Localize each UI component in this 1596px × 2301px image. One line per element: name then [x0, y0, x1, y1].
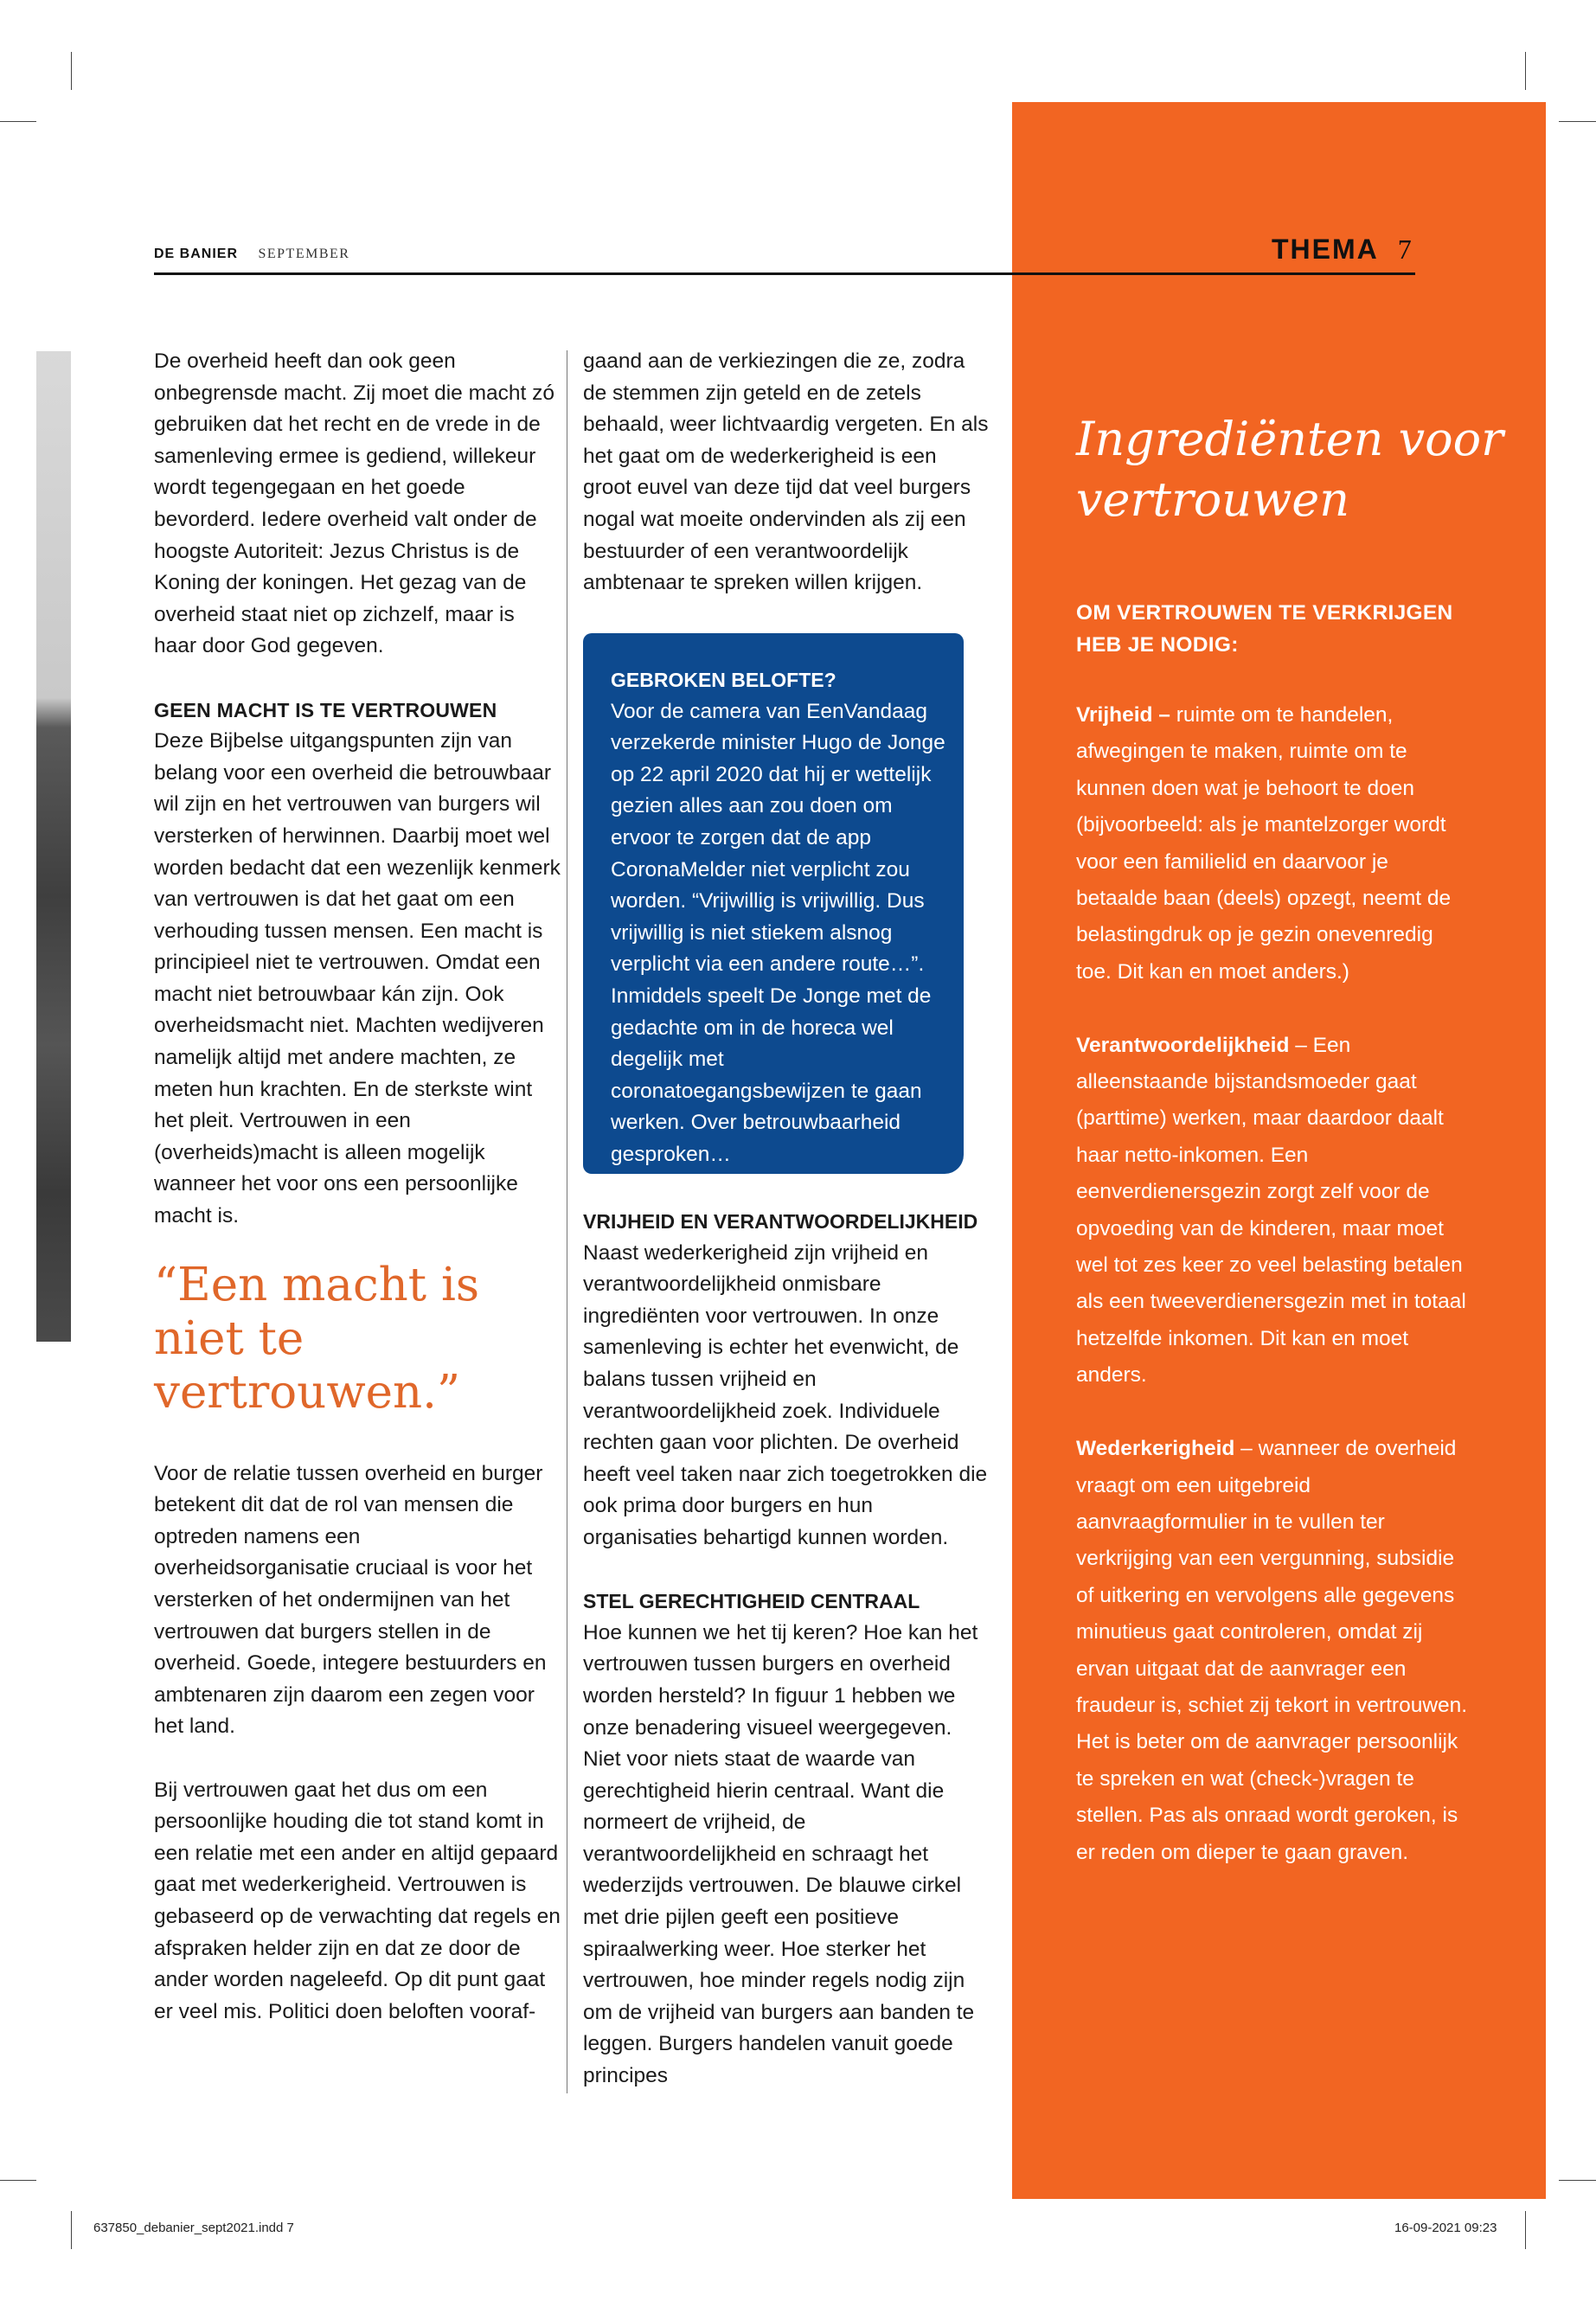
sidebar-item: Wederkerigheid – wanneer de overheid vraagt om een uitgebreid aanvraagformulier in te vullen ter verkrijging van een vergunning, subsidie of uitkering en vervolgens alle gegevens minutieus gaat controleren, omdat zij ervan uitgaat dat de aanvrager een fraudeur is, schiet zij tekort in vertrouwen. Het is beter om de aanvrager persoonlijk te spreken en wat (check-)vragen te stellen. Pas als onraad wordt geroken, is er reden om dieper te gaan graven. — [1076, 1437, 1468, 1864]
sidebar-items — [1076, 697, 1474, 1907]
sidebar-item: Verantwoordelijkheid – Een alleenstaande bijstandsmoeder gaat (parttime) werken, maar daardoor daalt haar netto-inkomen. Een eenverdienersgezin zorgt zelf voor de opvoeding van de kinderen, maar moet wel tot zes keer zo veel belasting betalen als een tweeverdienersgezin met in totaal hetzelfde inkomen. Dit kan en moet anders. — [1076, 1033, 1466, 1388]
article-column-2 — [583, 346, 990, 599]
print-timestamp: 16-09-2021 09:23 — [1394, 2221, 1497, 2235]
header-rule — [154, 272, 1415, 275]
info-box-heading: GEBROKEN BELOFTE? — [611, 669, 836, 691]
section-header — [1272, 234, 1413, 266]
photo-edge — [36, 351, 71, 1342]
crop-mark — [1559, 121, 1596, 122]
paragraph: Hoe kunnen we het tij keren? Hoe kan het vertrouwen tussen burgers en overheid worden hersteld? In figuur 1 hebben we onze benadering visueel weergegeven. Niet voor niets staat de waarde van gerechtigheid hierin centraal. Want die normeert de vrijheid, de verantwoordelijkheid en schraagt het wederzijds vertrouwen. De blauwe cirkel met drie pijlen geeft een positieve spiraalwerking weer. Hoe sterker het vertrouwen, hoe minder regels nodig zijn om de vrijheid van burgers aan banden te leggen. Burgers handelen vanuit goede principes — [583, 1620, 978, 2088]
sidebar-title: Ingrediënten voor vertrouwen — [1076, 412, 1503, 527]
crop-mark — [0, 2180, 36, 2181]
page-number: 7 — [1397, 234, 1413, 265]
paragraph: Bij vertrouwen gaat het dus om een persoonlijke houding die tot stand komt in een relatie met een ander en altijd gepaard gaat met wederkerigheid. Vertrouwen is gebaseerd op de verwachting dat regels en afspraken helder zijn en dat ze door de ander worden nageleefd. Op dit punt gaat er veel mis. Politici doen beloften vooraf- — [154, 1778, 561, 2023]
crop-mark — [1525, 52, 1526, 90]
file-slug: 637850_debanier_sept2021.indd 7 — [93, 2221, 294, 2235]
subheading: VRIJHEID EN VERANTWOORDELIJKHEID — [583, 1210, 978, 1233]
crop-mark — [71, 2211, 72, 2249]
section-name: THEMA — [1272, 234, 1379, 265]
paragraph: Voor de relatie tussen overheid en burger betekent dit dat de rol van mensen die optreden namens een overheidsorganisatie cruciaal is voor het versterken of het ondermijnen van het vertrouwen dat burgers stellen in de overheid. Goede, integere bestuurders en ambtenaren zijn daarom een zegen voor het land. — [154, 1461, 547, 1739]
issue-month: SEPTEMBER — [258, 247, 350, 261]
article-column-1 — [154, 346, 561, 2028]
paragraph: De overheid heeft dan ook geen onbegrensde macht. Zij moet die macht zó gebruiken dat het recht en de vrede in de samenleving ermee is gediend, willekeur wordt tegengegaan en het goede bevorderd. Iedere overheid valt onder de hoogste Autoriteit: Jezus Christus is de Koning der koningen. Het gezag van de overheid staat niet op zichzelf, maar is haar door God gegeven. — [154, 349, 555, 658]
crop-mark — [1525, 2211, 1526, 2249]
publication-name: DE BANIER — [154, 247, 239, 261]
paragraph: Naast wederkerigheid zijn vrijheid en verantwoordelijkheid onmisbare ingrediënten voor vertrouwen. In onze samenleving is echter het evenwicht, de balans tussen vrijheid en verantwoordelijkheid zoek. Individuele rechten gaan voor plichten. De overheid heeft veel taken naar zich toegetrokken die ook prima door burgers en hun organisaties behartigd kunnen worden. — [583, 1240, 988, 1549]
sidebar-subtitle: OM VERTROUWEN TE VERKRIJGEN HEB JE NODIG: — [1076, 601, 1453, 657]
sidebar-panel — [1012, 102, 1546, 2199]
crop-mark — [1559, 2180, 1596, 2181]
paragraph: gaand aan de verkiezingen die ze, zodra de stemmen zijn geteld en de zetels behaald, weer lichtvaardig vergeten. En als het gaat om de wederkerigheid is een groot euvel van deze tijd dat veel burgers nogal wat moeite ondervinden als zij een bestuurder of een verantwoordelijk ambtenaar te spreken willen krijgen. — [583, 349, 989, 595]
crop-mark — [71, 52, 72, 90]
crop-mark — [0, 121, 36, 122]
pull-quote: “Een macht is niet te vertrouwen.” — [154, 1258, 480, 1419]
article-column-2-lower — [583, 1206, 990, 2093]
info-box — [583, 633, 964, 1174]
subheading: STEL GERECHTIGHEID CENTRAAL — [583, 1590, 920, 1613]
running-header — [154, 247, 349, 262]
paragraph: Deze Bijbelse uitgangspunten zijn van belang voor een overheid die betrouwbaar wil zijn en het vertrouwen van burgers wil versterken of herwinnen. Daarbij moet wel worden bedacht dat een wezenlijk kenmerk van vertrouwen is dat het gaat om een verhouding tussen mensen. Een macht is principieel niet te vertrouwen. Omdat een macht niet betrouwbaar kán zijn. Ook overheidsmacht niet. Machten wedijveren namelijk altijd met andere machten, ze meten hun krachten. En de sterkste wint het pleit. Vertrouwen in een (overheids)macht is alleen mogelijk wanneer het voor ons een persoonlijke macht is. — [154, 729, 561, 1228]
sidebar-item: Vrijheid – ruimte om te handelen, afwegingen te maken, ruimte om te kunnen doen wat je behoort te doen (bijvoorbeeld: als je mantelzorger wordt voor een familielid en daarvoor je betaalde baan (deels) opzegt, neemt de belastingdruk op je gezin onevenredig toe. Dit kan en moet anders.) — [1076, 703, 1452, 984]
info-box-text: Voor de camera van EenVandaag verzekerde minister Hugo de Jonge op 22 april 2020 dat hij er wettelijk gezien alles aan zou doen om ervoor te zorgen dat de app CoronaMelder niet verplicht zou worden. “Vrijwillig is vrijwillig. Dus vrijwillig is niet stiekem alsnog verplicht via een andere route…”. Inmiddels speelt De Jonge met de gedachte om in de horeca wel degelijk met coronatoegangsbewijzen te gaan werken. Over betrouwbaarheid gesproken… — [611, 699, 945, 1166]
subheading: GEEN MACHT IS TE VERTROUWEN — [154, 698, 497, 721]
